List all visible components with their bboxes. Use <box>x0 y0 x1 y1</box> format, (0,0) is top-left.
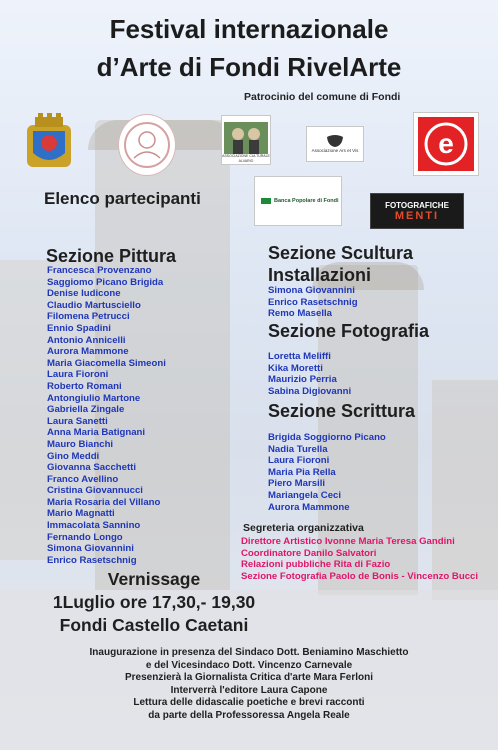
pittura-participant: Antonio Annicelli <box>47 334 126 346</box>
pittura-participant: Laura Sanetti <box>47 415 108 427</box>
pittura-participant: Laura Fioroni <box>47 369 109 381</box>
fotografia-list <box>268 351 351 397</box>
scrittura-heading: Sezione Scrittura <box>268 401 416 421</box>
footer-line: Inaugurazione in presenza del Sindaco Dott. Beniamino Maschietto <box>89 647 409 658</box>
footer-line: e del Vicesindaco Dott. Vincenzo Carnevale <box>145 659 353 671</box>
fotografia-participant: Loretta Meliffi <box>268 351 331 362</box>
pittura-participant: Filomena Petrucci <box>47 311 130 323</box>
scrittura-participant: Piero Marsili <box>268 478 326 490</box>
pittura-participant: Cristina Giovannucci <box>47 485 143 497</box>
pittura-participant: Ennio Spadini <box>47 322 111 334</box>
fotografia-participant: Maurizio Perria <box>268 374 337 386</box>
fotografiche-logo-text: FOTOGRAFICHE <box>385 200 449 210</box>
scrittura-list <box>268 432 386 513</box>
svg-text:e: e <box>438 128 454 159</box>
pittura-participant: Franco Avellino <box>47 473 119 485</box>
pittura-participant: Simona Giovannini <box>47 543 134 555</box>
scultura-participant: Enrico Rasetschnig <box>268 296 358 308</box>
segreteria-line: Relazioni pubbliche Rita di Fazio <box>241 559 391 571</box>
segreteria-heading: Segreteria organizzativa <box>243 522 364 534</box>
vernissage-place: Fondi Castello Caetani <box>59 615 249 635</box>
ars-et-vis-logo <box>306 126 364 162</box>
scrittura-participant: Laura Fioroni <box>268 455 330 467</box>
footer-line: da parte della Professoressa Angela Reale <box>148 709 350 721</box>
pittura-participant: Maria Giacomella Simeoni <box>47 357 166 369</box>
patrocinio-text: Patrocinio del comune di Fondi <box>244 91 401 103</box>
pittura-heading: Sezione Pittura <box>46 246 177 266</box>
segreteria-line: Coordinatore Danilo Salvatori <box>241 547 377 559</box>
pittura-participant: Immacolata Sannino <box>47 520 141 532</box>
menti-logo-text: MENTI <box>394 209 440 222</box>
pittura-participant: Francesca Provenzano <box>47 265 152 276</box>
scrittura-participant: Brigida Soggiorno Picano <box>268 432 386 443</box>
scultura-participant: Remo Masella <box>268 308 332 320</box>
scultura-heading-line1: Sezione Scultura <box>268 243 414 263</box>
pittura-participant: Anna Maria Batignani <box>47 427 146 439</box>
pittura-participant: Gino Meddi <box>47 450 100 462</box>
segreteria-line: Sezione Fotografia Paolo de Bonis - Vincenzo Bucci <box>241 570 479 582</box>
pittura-participant: Saggiomo Picano Brigida <box>47 276 164 288</box>
scultura-heading-line2: Installazioni <box>268 265 372 285</box>
associazione-figures-icon <box>224 122 268 154</box>
pittura-participant: Maria Rosaria del Villano <box>47 496 161 508</box>
poster-title-line1: Festival internazionale <box>109 14 389 44</box>
banca-popolare-logo <box>254 176 342 226</box>
scultura-participant: Simona Giovannini <box>268 285 355 296</box>
footer-line: Interverrà l'editore Laura Capone <box>170 684 328 696</box>
ars-et-vis-mask-icon <box>325 134 345 148</box>
vernissage-time: 1Luglio ore 17,30,- 19,30 <box>52 592 256 612</box>
fotografia-participant: Kika Moretti <box>268 362 323 374</box>
segreteria-line: Direttore Artistico Ivonne Maria Teresa Gandini <box>241 536 455 547</box>
pittura-participant: Claudio Martusciello <box>47 299 141 311</box>
pittura-participant: Denise Iudicone <box>47 288 121 300</box>
footer-line: Lettura delle didascalie poetiche e brevi racconti <box>133 697 365 709</box>
scultura-heading <box>268 242 413 286</box>
pittura-participant: Enrico Rasetschnig <box>47 554 137 566</box>
pittura-participant: Mario Magnatti <box>47 508 115 520</box>
pittura-participant: Roberto Romani <box>47 380 122 392</box>
fotografia-participant: Sabina Digiovanni <box>268 385 352 397</box>
banca-popolare-mark-icon <box>261 198 271 204</box>
comune-fondi-crest-icon <box>20 112 78 174</box>
banca-popolare-logo-text: Banca Popolare di Fondi <box>274 198 339 204</box>
fotografiche-menti-logo <box>370 193 464 229</box>
elenco-heading: Elenco partecipanti <box>44 189 201 208</box>
scrittura-participant: Maria Pia Rella <box>268 466 336 478</box>
footer-text <box>0 647 498 723</box>
scrittura-participant: Mariangela Ceci <box>268 489 342 501</box>
scrittura-participant: Aurora Mammone <box>268 501 350 513</box>
footer-line: Presenzierà la Giornalista Critica d'arte Mara Ferloni <box>124 672 374 684</box>
ars-et-vis-logo-text: Associazione Ars et Vis <box>311 148 359 153</box>
scultura-list <box>268 285 358 320</box>
seal-logo-icon <box>118 114 176 176</box>
pittura-participant: Giovanna Sacchetti <box>47 462 137 474</box>
e-logo-icon <box>413 112 479 176</box>
pittura-participant: Aurora Mammone <box>47 346 129 358</box>
associazione-logo <box>221 115 271 165</box>
scrittura-participant: Nadia Turella <box>268 443 328 455</box>
fotografia-heading: Sezione Fotografia <box>268 321 430 341</box>
pittura-list <box>47 265 166 566</box>
associazione-logo-text: ASSOCIAZIONE CULTURALE ALVARIO <box>222 154 270 163</box>
vernissage-title: Vernissage <box>107 569 201 589</box>
pittura-participant: Antongiulio Martone <box>47 392 141 404</box>
pittura-participant: Mauro Bianchi <box>47 438 114 450</box>
pittura-participant: Gabriella Zingale <box>47 404 125 416</box>
pittura-participant: Fernando Longo <box>47 531 123 543</box>
poster-title-line2: d’Arte di Fondi RivelArte <box>96 52 402 82</box>
